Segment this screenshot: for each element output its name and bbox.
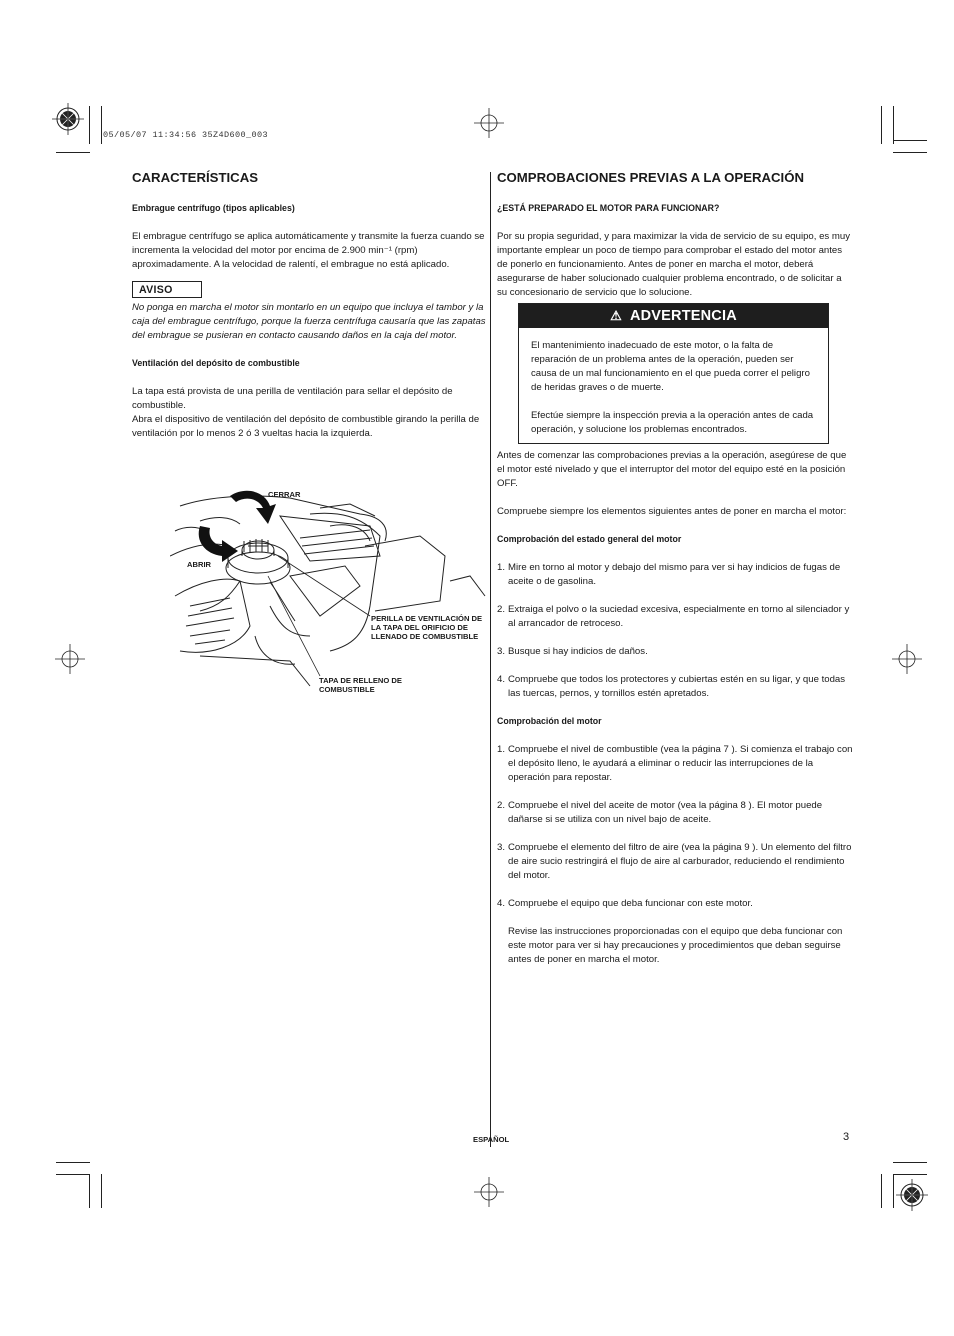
warning-text-1: El mantenimiento inadecuado de este motor, o la falta de reparación de un problema antes de la operación, pueden ser causa de un mal funcionamiento en el que pueda correr el peligro de heridas graves o de muerte. [531, 340, 810, 393]
list-item: 1. Compruebe el nivel de combustible (vea la página 7 ). Si comienza el trabajo con el depósito lleno, le ayudará a eliminar o reducir las interrupciones de la operación para repostar. [497, 744, 853, 783]
warning-box [518, 303, 829, 444]
general-check-list [497, 561, 853, 701]
crosshair-target-left [55, 644, 85, 674]
label-open: ABRIR [187, 560, 212, 569]
footer-language: ESPAÑOL [473, 1135, 510, 1144]
warning-title: ADVERTENCIA [629, 308, 737, 324]
list-item: 2. Compruebe el nivel del aceite de motor (vea la página 8 ). El motor puede dañarse si se utiliza con un nivel bajo de aceite. [497, 800, 823, 825]
list-item: 2. Extraiga el polvo o la suciedad excesiva, especialmente en torno al silenciador y al arrancador de retroceso. [497, 604, 850, 629]
label-close: CERRAR [268, 490, 301, 499]
right-column-lower [497, 449, 853, 967]
list-item: 4. Compruebe que todos los protectores y cubiertas estén en su ligar, y que todas las tuercas, pernos, y tornillos estén apretados. [497, 674, 846, 699]
crosshair-target-top [474, 108, 504, 138]
left-column [132, 170, 487, 441]
vent-paragraph-2: Abra el dispositivo de ventilación del depósito de combustible girando la perilla de ventilación por lo menos 2 ó 3 vueltas hacia la izquierda. [132, 414, 480, 439]
crosshair-target-right [892, 644, 922, 674]
clutch-paragraph: El embrague centrífugo se aplica automáticamente y transmite la fuerza cuando se incrementa la velocidad del motor por encima de 2.900 min⁻¹ (rpm) aproximadamente. A la velocidad de ralentí, el embrague no está aplicado. [132, 231, 485, 270]
vent-heading: Ventilación del depósito de combustible [132, 358, 300, 368]
notice-label: AVISO [132, 281, 202, 298]
list-item-note: Revise las instrucciones proporcionadas con el equipo que deba funcionar con este motor para ver si hay precauciones y procedimientos que deban seguirse antes de poner en marcha el motor. [508, 926, 843, 965]
right-column [497, 170, 852, 300]
starburst-target-bottom-right [896, 1179, 928, 1211]
clutch-heading: Embrague centrífugo (tipos aplicables) [132, 203, 295, 213]
warning-triangle-icon: ⚠ [610, 308, 622, 323]
general-check-heading: Comprobación del estado general del motor [497, 534, 682, 544]
list-item: 3. Compruebe el elemento del filtro de aire (vea la página 9 ). Un elemento del filtro de aire sucio restringirá el flujo de aire al carburador, reduciendo el rendimiento del motor. [497, 842, 852, 881]
print-timestamp: 05/05/07 11:34:56 35Z4D600_003 [103, 130, 269, 140]
section-title-features: CARACTERÍSTICAS [132, 170, 259, 185]
list-item: 3. Busque si hay indicios de daños. [497, 646, 648, 657]
list-item: 1. Mire en torno al motor y debajo del mismo para ver si hay indicios de fugas de aceite o de gasolina. [497, 562, 841, 587]
starburst-target-top-left [52, 103, 84, 135]
page-number: 3 [843, 1131, 850, 1143]
label-vent-knob: PERILLA DE VENTILACIÓN DE LA TAPA DEL ORIFICIO DE LLENADO DE COMBUSTIBLE [371, 614, 483, 641]
ready-paragraph: Por su propia seguridad, y para maximizar la vida de servicio de su equipo, es muy importante emplear un poco de tiempo para comprobar el estado del motor antes de ponerlo en funcionamiento. Antes de poner en marcha el motor, deberá asegurarse de haber solucionado cualquier problema encontrado, o de solicitar a su concesionario de servicio que lo solucione. [497, 231, 851, 298]
vent-paragraph-1: La tapa está provista de una perilla de ventilación para sellar el depósito de combustible. [132, 386, 453, 411]
warning-header [519, 304, 828, 328]
label-fuel-cap: TAPA DE RELLENO DE COMBUSTIBLE [319, 676, 402, 694]
crosshair-target-bottom [474, 1177, 504, 1207]
notice-paragraph: No ponga en marcha el motor sin montarlo en un equipo que incluya el tambor y la caja del embrague centrífugo, porque la fuerza centrífuga causaría que las zapatas del embrague se pusieran en contacto causando daños en la caja del motor. [132, 302, 486, 341]
list-item: 4. Compruebe el equipo que deba funcionar con este motor. [497, 898, 753, 909]
motor-check-heading: Comprobación del motor [497, 716, 602, 726]
ready-heading: ¿ESTÁ PREPARADO EL MOTOR PARA FUNCIONAR? [497, 203, 720, 213]
warning-text-2: Efectúe siempre la inspección previa a la operación antes de cada operación, y solucione los problemas encontrados. [531, 410, 814, 435]
check-paragraph: Compruebe siempre los elementos siguientes antes de poner en marcha el motor: [497, 506, 847, 517]
before-paragraph: Antes de comenzar las comprobaciones previas a la operación, asegúrese de que el motor esté nivelado y que el interruptor del motor del equipo esté en la posición OFF. [497, 450, 847, 489]
section-title-prechecks: COMPROBACIONES PREVIAS A LA OPERACIÓN [497, 170, 805, 185]
motor-check-list [497, 743, 853, 967]
column-divider [490, 172, 491, 1147]
fuel-cap-illustration [170, 486, 490, 696]
